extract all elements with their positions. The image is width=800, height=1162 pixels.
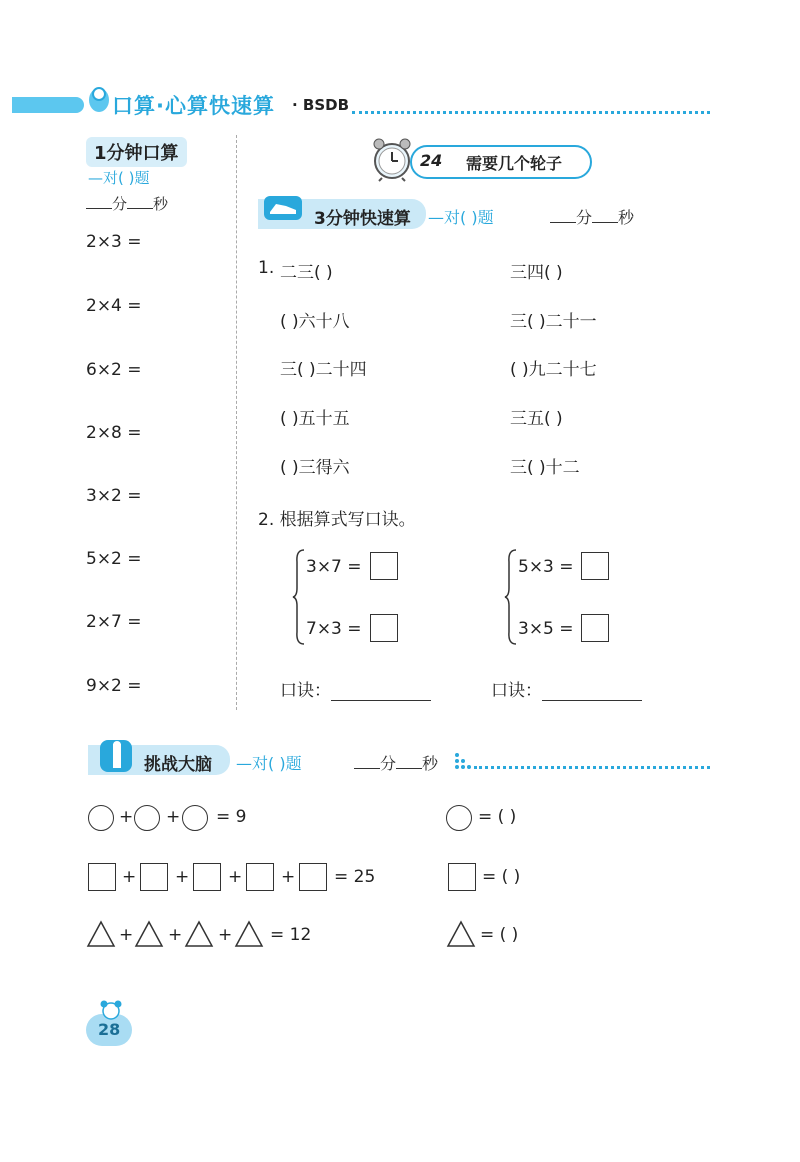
row3-result: = 12 [270, 925, 312, 945]
challenge-correct: —对( )题 [236, 754, 302, 773]
plus-sign: + [228, 867, 243, 887]
left-brace [292, 548, 306, 646]
left-problem: 3×2 = [86, 486, 142, 506]
min-label: 分 [380, 754, 397, 773]
square-shape [299, 863, 327, 891]
q1-item: 三五( ) [510, 409, 563, 429]
left-problem: 9×2 = [86, 676, 142, 696]
plus-sign: + [281, 867, 296, 887]
left-time [86, 193, 168, 214]
q1-item: ( )九二十七 [510, 360, 597, 380]
panda-icon [98, 998, 124, 1020]
alarm-clock-icon [370, 136, 414, 182]
koujue-left [280, 676, 431, 701]
q1-item: 三( )十二 [510, 458, 580, 478]
left-problem: 2×4 = [86, 296, 142, 316]
left-problem: 2×8 = [86, 423, 142, 443]
header-bar [12, 97, 84, 113]
koujue-blank[interactable] [542, 686, 642, 701]
mascot-icon [84, 80, 114, 116]
challenge-time [354, 751, 438, 774]
square-shape [140, 863, 168, 891]
triangle-shape [446, 920, 476, 948]
koujue-label: 口诀： [280, 681, 331, 701]
triangle-shape [184, 920, 214, 948]
koujue-right [491, 676, 642, 701]
section1-title: 3分钟快速算 [314, 209, 411, 229]
q1-item: 三四( ) [510, 263, 563, 283]
q2-eq: 3×7 = [306, 557, 362, 577]
koujue-blank[interactable] [331, 686, 431, 701]
left-tag: 1分钟口算 [86, 137, 187, 167]
header-title: 口算·心算快速算 [112, 94, 275, 118]
q1-item: 二三( ) [280, 263, 333, 283]
lesson-number: 24 [420, 151, 443, 170]
row2-result: = 25 [334, 867, 376, 887]
sec-label: 秒 [422, 754, 439, 773]
plus-sign: + [122, 867, 137, 887]
sneaker-icon [262, 192, 306, 224]
right-brace [504, 548, 518, 646]
q2-title: 2. 根据算式写口诀。 [258, 510, 416, 530]
plus-sign: + [166, 807, 181, 827]
circle-shape [446, 805, 472, 831]
dots-bars-icon [454, 748, 474, 770]
answer-box[interactable] [370, 552, 398, 580]
q1-label: 1. [258, 258, 275, 278]
q1-item: ( )五十五 [280, 409, 350, 429]
square-shape [193, 863, 221, 891]
row1-result: = 9 [216, 807, 247, 827]
sec-label: 秒 [618, 208, 635, 227]
q1-item: 三( )二十一 [510, 312, 597, 332]
section1-time [550, 205, 634, 228]
triangle-shape [134, 920, 164, 948]
square-shape [88, 863, 116, 891]
section1-correct: —对( )题 [428, 208, 494, 227]
plus-sign: + [119, 925, 134, 945]
page-number: 28 [98, 1020, 121, 1039]
header-subtitle: · BSDB [292, 96, 350, 114]
min-label: 分 [112, 195, 128, 213]
triangle-answer[interactable]: = ( ) [480, 925, 519, 945]
left-problem: 5×2 = [86, 549, 142, 569]
circle-shape [134, 805, 160, 831]
circle-shape [182, 805, 208, 831]
answer-box[interactable] [370, 614, 398, 642]
square-shape [246, 863, 274, 891]
sec-label: 秒 [153, 195, 169, 213]
left-problem: 6×2 = [86, 360, 142, 380]
left-problem: 2×7 = [86, 612, 142, 632]
q2-eq: 5×3 = [518, 557, 574, 577]
q2-eq: 3×5 = [518, 619, 574, 639]
answer-box[interactable] [581, 552, 609, 580]
triangle-shape [86, 920, 116, 948]
header-dotline [352, 111, 710, 114]
left-problem: 2×3 = [86, 232, 142, 252]
lesson-title: 需要几个轮子 [466, 154, 563, 173]
circle-answer[interactable]: = ( ) [478, 807, 517, 827]
square-answer[interactable]: = ( ) [482, 867, 521, 887]
q1-item: 三( )二十四 [280, 360, 367, 380]
challenge-dotline [474, 766, 710, 769]
challenge-title: 挑战大脑 [144, 755, 212, 775]
q1-item: ( )六十八 [280, 312, 350, 332]
giraffe-icon [96, 736, 136, 776]
column-divider [236, 135, 237, 710]
plus-sign: + [168, 925, 183, 945]
square-shape [448, 863, 476, 891]
answer-box[interactable] [581, 614, 609, 642]
plus-sign: + [119, 807, 134, 827]
plus-sign: + [218, 925, 233, 945]
triangle-shape [234, 920, 264, 948]
circle-shape [88, 805, 114, 831]
min-label: 分 [576, 208, 593, 227]
plus-sign: + [175, 867, 190, 887]
q2-eq: 7×3 = [306, 619, 362, 639]
left-correct: —对( )题 [88, 169, 150, 187]
q1-item: ( )三得六 [280, 458, 350, 478]
koujue-label: 口诀： [491, 681, 542, 701]
